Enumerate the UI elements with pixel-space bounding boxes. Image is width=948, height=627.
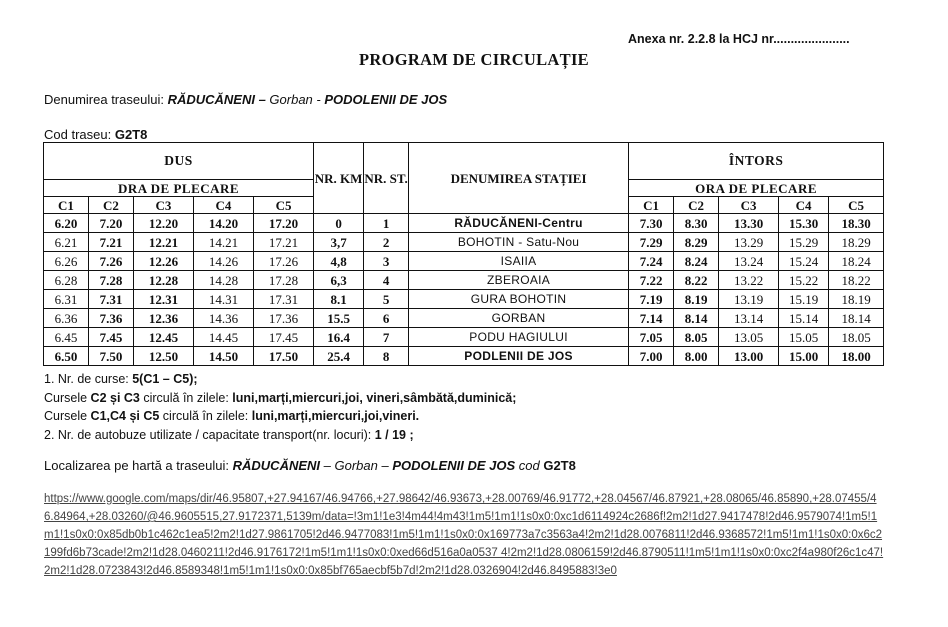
- header-dus-c1: C1: [44, 197, 89, 214]
- departure-time-dus: 6.36: [44, 309, 89, 328]
- header-intors-c2: C2: [674, 197, 719, 214]
- departure-time-intors: 18.22: [829, 271, 884, 290]
- departure-time-intors: 8.30: [674, 214, 719, 233]
- departure-time-intors: 8.24: [674, 252, 719, 271]
- header-intors: ÎNTORS: [629, 143, 884, 180]
- departure-time-intors: 18.00: [829, 347, 884, 366]
- station-number: 1: [364, 214, 409, 233]
- departure-time-intors: 13.00: [719, 347, 779, 366]
- departure-time-dus: 17.21: [254, 233, 314, 252]
- route-name-value: [168, 92, 448, 107]
- departure-time-dus: 12.31: [134, 290, 194, 309]
- note-c2-c3-days-value: luni,marți,miercuri,joi, vineri,sâmbătă,duminică;: [232, 390, 517, 405]
- table-row: [44, 347, 884, 366]
- departure-time-intors: 15.22: [779, 271, 829, 290]
- departure-time-intors: 15.29: [779, 233, 829, 252]
- table-row: [44, 233, 884, 252]
- map-location-sep-2: –: [377, 458, 393, 473]
- note-c2-c3-mid: circulă în zilele:: [139, 390, 233, 405]
- departure-time-intors: 13.19: [719, 290, 779, 309]
- departure-time-dus: 7.26: [89, 252, 134, 271]
- station-name: GURA BOHOTIN: [409, 290, 629, 309]
- departure-time-intors: 7.24: [629, 252, 674, 271]
- note-c2-c3-courses: C2 și C3: [90, 390, 140, 405]
- station-number: 6: [364, 309, 409, 328]
- departure-time-dus: 6.26: [44, 252, 89, 271]
- departure-time-intors: 7.30: [629, 214, 674, 233]
- route-via: Gorban: [269, 92, 313, 107]
- departure-time-intors: 13.29: [719, 233, 779, 252]
- departure-time-dus: 17.50: [254, 347, 314, 366]
- departure-time-dus: 17.31: [254, 290, 314, 309]
- header-nr-km: NR. KM: [314, 143, 364, 214]
- station-number: 8: [364, 347, 409, 366]
- departure-time-intors: 7.19: [629, 290, 674, 309]
- table-row: [44, 271, 884, 290]
- departure-time-intors: 18.30: [829, 214, 884, 233]
- map-location-via: Gorban: [334, 458, 378, 473]
- departure-time-dus: 6.50: [44, 347, 89, 366]
- departure-time-intors: 13.30: [719, 214, 779, 233]
- route-code-value: G2T8: [114, 127, 148, 142]
- google-maps-link[interactable]: https://www.google.com/maps/dir/46.95807,+27.94167/46.94766,+27.98642/46.93673,+28.00769/46.91772,+28.04567/46.87921,+28.08065/46.85890,+28.07455/46.84964,+28.03260/@46.9605515,27.9172371,5139m/data=!3m1!1e3!4m44!4m43!1m5!1m1!1s0x0:0xc1d6114924c2686f!2m2!1d27.9417478!2d46.9579074!1m5!1m1!1s0x0:0x85db0b1c462c1ea5!2m2!1d27.9861705!2d46.9477083!1m5!1m1!1s0x0:0x169773a7c3563a4!2m2!1d28.0076811!2d46.9368572!1m5!1m1!1s0x0:0x6c2199fd6b73cade!2m2!1d28.0460211!2d46.9176172!1m5!1m1!1s0x0:0xed66d516a0a0537 4!2m2!1d28.0806159!2d46.8790511!1m5!1m1!1s0x0:0xc2f4a980f26c1c47!2m2!1d28.0723843!2d46.8589348!1m5!1m1!1s0x0:0x85bf765aecbf5b7d!2m2!1d28.0326904!2d46.8495883!3e0: [44, 493, 884, 577]
- departure-time-intors: 7.05: [629, 328, 674, 347]
- station-name: ISAIIA: [409, 252, 629, 271]
- header-intors-c5: C5: [829, 197, 884, 214]
- route-start: RĂDUCĂNENI: [167, 92, 255, 107]
- note-c2-c3-prefix: Cursele: [44, 390, 91, 405]
- annex-reference: Anexa nr. 2.2.8 la HCJ nr......................: [628, 32, 850, 46]
- departure-time-intors: 15.30: [779, 214, 829, 233]
- route-code-label: Cod traseu:: [44, 127, 115, 142]
- station-name: RĂDUCĂNENI-Centru: [409, 214, 629, 233]
- departure-time-dus: 7.21: [89, 233, 134, 252]
- departure-time-dus: 14.45: [194, 328, 254, 347]
- departure-time-dus: 7.31: [89, 290, 134, 309]
- header-dus-c4: C4: [194, 197, 254, 214]
- route-name: [44, 92, 447, 107]
- departure-time-intors: 8.22: [674, 271, 719, 290]
- note-c1-c4-c5-days: [44, 407, 516, 426]
- route-end: PODOLENII DE JOS: [324, 92, 448, 107]
- departure-time-dus: 14.36: [194, 309, 254, 328]
- departure-time-dus: 14.50: [194, 347, 254, 366]
- note-course-count-label: 1. Nr. de curse:: [44, 372, 133, 386]
- station-number: 2: [364, 233, 409, 252]
- departure-time-intors: 13.24: [719, 252, 779, 271]
- departure-time-dus: 14.28: [194, 271, 254, 290]
- header-dus: DUS: [44, 143, 314, 180]
- station-name: GORBAN: [409, 309, 629, 328]
- departure-time-dus: 17.28: [254, 271, 314, 290]
- km-value: 4,8: [314, 252, 364, 271]
- route-sep-1: –: [254, 92, 270, 107]
- departure-time-dus: 12.21: [134, 233, 194, 252]
- note-c1-c4-c5-days-value: luni,marți,miercuri,joi,vineri.: [251, 409, 420, 423]
- header-dus-c3: C3: [134, 197, 194, 214]
- page-title: PROGRAM DE CIRCULAȚIE: [359, 50, 589, 69]
- map-location-code: G2T8: [543, 458, 576, 473]
- note-c1-c4-c5-courses: C1,C4 și C5: [90, 409, 160, 423]
- station-name: PODU HAGIULUI: [409, 328, 629, 347]
- departure-time-dus: 12.45: [134, 328, 194, 347]
- header-ora-intors: ORA DE PLECARE: [629, 180, 884, 197]
- km-value: 6,3: [314, 271, 364, 290]
- departure-time-intors: 18.19: [829, 290, 884, 309]
- departure-time-intors: 18.05: [829, 328, 884, 347]
- departure-time-intors: 15.00: [779, 347, 829, 366]
- station-name: BOHOTIN - Satu-Nou: [409, 233, 629, 252]
- note-buses-value: 1 / 19 ;: [374, 427, 414, 442]
- table-row: [44, 309, 884, 328]
- departure-time-dus: 12.28: [134, 271, 194, 290]
- departure-time-intors: 8.05: [674, 328, 719, 347]
- departure-time-dus: 14.20: [194, 214, 254, 233]
- note-c2-c3-days: [44, 389, 516, 408]
- notes: [44, 370, 516, 444]
- departure-time-intors: 18.14: [829, 309, 884, 328]
- departure-time-intors: 7.00: [629, 347, 674, 366]
- map-location-sep-1: –: [320, 458, 335, 473]
- station-number: 5: [364, 290, 409, 309]
- departure-time-dus: 14.31: [194, 290, 254, 309]
- km-value: 25.4: [314, 347, 364, 366]
- note-course-count-value: 5(C1 – C5);: [132, 372, 198, 386]
- departure-time-dus: 7.45: [89, 328, 134, 347]
- km-value: 16.4: [314, 328, 364, 347]
- departure-time-intors: 8.14: [674, 309, 719, 328]
- departure-time-dus: 6.28: [44, 271, 89, 290]
- km-value: 8.1: [314, 290, 364, 309]
- departure-time-dus: 17.45: [254, 328, 314, 347]
- departure-time-intors: 13.22: [719, 271, 779, 290]
- header-intors-c3: C3: [719, 197, 779, 214]
- map-location-line: [44, 458, 576, 473]
- departure-time-dus: 12.36: [134, 309, 194, 328]
- map-location-label: Localizarea pe hartă a traseului:: [44, 458, 233, 473]
- departure-time-dus: 12.50: [134, 347, 194, 366]
- departure-time-dus: 14.26: [194, 252, 254, 271]
- map-location-start: RĂDUCĂNENI: [232, 458, 321, 473]
- station-name: PODLENII DE JOS: [409, 347, 629, 366]
- header-nr-st: NR. ST.: [364, 143, 409, 214]
- header-intors-c1: C1: [629, 197, 674, 214]
- departure-time-intors: 7.22: [629, 271, 674, 290]
- note-c1-c4-c5-prefix: Cursele: [44, 409, 91, 423]
- route-code: [44, 127, 147, 142]
- departure-time-dus: 17.20: [254, 214, 314, 233]
- header-dus-c2: C2: [89, 197, 134, 214]
- km-value: 3,7: [314, 233, 364, 252]
- table-row: [44, 214, 884, 233]
- table-row: [44, 252, 884, 271]
- departure-time-intors: 15.19: [779, 290, 829, 309]
- departure-time-dus: 12.26: [134, 252, 194, 271]
- note-c1-c4-c5-mid: circulă în zilele:: [159, 409, 252, 423]
- departure-time-dus: 6.45: [44, 328, 89, 347]
- route-sep-2: -: [312, 92, 325, 107]
- departure-time-dus: 14.21: [194, 233, 254, 252]
- departure-time-dus: 6.21: [44, 233, 89, 252]
- departure-time-intors: 13.05: [719, 328, 779, 347]
- departure-time-dus: 7.36: [89, 309, 134, 328]
- departure-time-intors: 15.05: [779, 328, 829, 347]
- route-name-label: Denumirea traseului:: [44, 92, 168, 107]
- departure-time-intors: 18.24: [829, 252, 884, 271]
- map-location-end: PODOLENII DE JOS: [392, 458, 516, 473]
- departure-time-dus: 12.20: [134, 214, 194, 233]
- station-number: 7: [364, 328, 409, 347]
- departure-time-intors: 15.24: [779, 252, 829, 271]
- header-dus-c5: C5: [254, 197, 314, 214]
- departure-time-dus: 7.50: [89, 347, 134, 366]
- departure-time-dus: 17.36: [254, 309, 314, 328]
- departure-time-intors: 7.29: [629, 233, 674, 252]
- departure-time-intors: 18.29: [829, 233, 884, 252]
- header-ora-dus: DRA DE PLECARE: [44, 180, 314, 197]
- note-buses: [44, 426, 516, 445]
- km-value: 15.5: [314, 309, 364, 328]
- header-intors-c4: C4: [779, 197, 829, 214]
- header-station-name: DENUMIREA STAȚIEI: [409, 143, 629, 214]
- note-buses-label: 2. Nr. de autobuze utilizate / capacitate transport(nr. locuri):: [44, 427, 375, 442]
- note-course-count: [44, 370, 516, 389]
- station-number: 4: [364, 271, 409, 290]
- station-name: ZBEROAIA: [409, 271, 629, 290]
- departure-time-intors: 8.19: [674, 290, 719, 309]
- table-row: [44, 328, 884, 347]
- departure-time-dus: 6.31: [44, 290, 89, 309]
- departure-time-dus: 6.20: [44, 214, 89, 233]
- departure-time-dus: 7.28: [89, 271, 134, 290]
- table-row: [44, 290, 884, 309]
- departure-time-dus: 17.26: [254, 252, 314, 271]
- schedule-table: [43, 142, 884, 366]
- departure-time-intors: 15.14: [779, 309, 829, 328]
- departure-time-intors: 8.29: [674, 233, 719, 252]
- km-value: 0: [314, 214, 364, 233]
- departure-time-intors: 13.14: [719, 309, 779, 328]
- departure-time-dus: 7.20: [89, 214, 134, 233]
- map-location-route: [233, 458, 544, 473]
- station-number: 3: [364, 252, 409, 271]
- departure-time-intors: 7.14: [629, 309, 674, 328]
- map-location-code-label: cod: [515, 458, 544, 473]
- departure-time-intors: 8.00: [674, 347, 719, 366]
